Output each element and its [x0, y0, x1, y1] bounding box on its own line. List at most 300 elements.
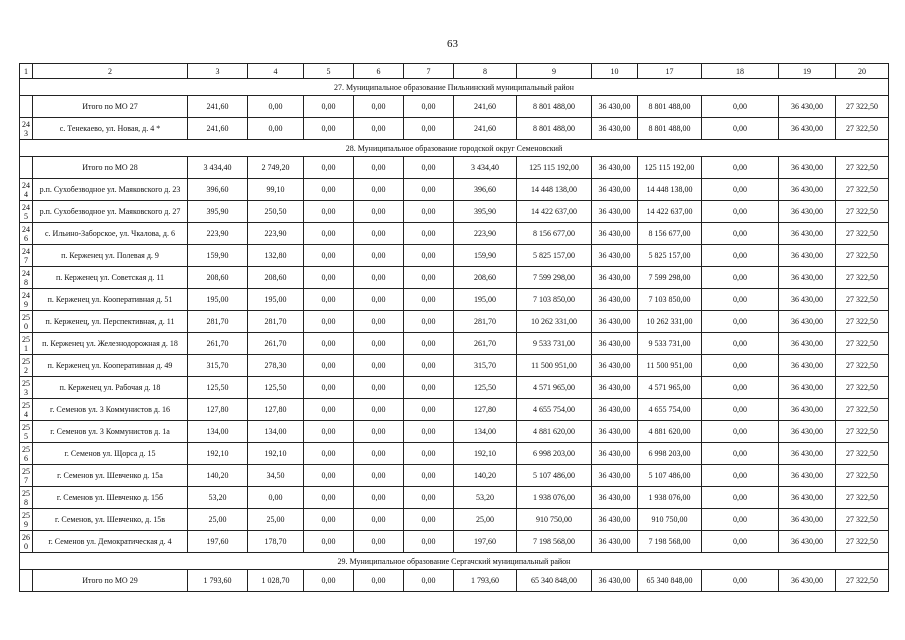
value-cell: 0,00 [404, 509, 454, 531]
value-cell: 36 430,00 [592, 96, 638, 118]
value-cell: 36 430,00 [592, 289, 638, 311]
column-number: 5 [304, 64, 354, 79]
row-index: 253 [20, 377, 33, 399]
value-cell: 27 322,50 [836, 465, 889, 487]
address-cell: Итого по МО 27 [33, 96, 188, 118]
value-cell: 395,90 [454, 201, 517, 223]
column-number: 17 [638, 64, 702, 79]
table-row [20, 289, 889, 311]
value-cell: 127,80 [248, 399, 304, 421]
value-cell: 36 430,00 [779, 245, 836, 267]
value-cell: 0,00 [702, 443, 779, 465]
value-cell: 36 430,00 [592, 531, 638, 553]
value-cell: 5 107 486,00 [638, 465, 702, 487]
value-cell: 4 881 620,00 [638, 421, 702, 443]
row-index: 248 [20, 267, 33, 289]
value-cell: 0,00 [304, 465, 354, 487]
column-number: 19 [779, 64, 836, 79]
value-cell: 0,00 [304, 509, 354, 531]
value-cell: 27 322,50 [836, 289, 889, 311]
housing-program-table [19, 63, 889, 592]
value-cell: 36 430,00 [779, 179, 836, 201]
value-cell: 14 448 138,00 [638, 179, 702, 201]
value-cell: 241,60 [188, 96, 248, 118]
value-cell: 0,00 [404, 96, 454, 118]
row-index [20, 157, 33, 179]
value-cell: 0,00 [702, 179, 779, 201]
value-cell: 3 434,40 [188, 157, 248, 179]
value-cell: 0,00 [404, 333, 454, 355]
column-number: 20 [836, 64, 889, 79]
value-cell: 0,00 [404, 289, 454, 311]
section-header-row [20, 79, 889, 96]
address-cell: г. Семенов ул. Шевченко д. 15б [33, 487, 188, 509]
value-cell: 192,10 [454, 443, 517, 465]
value-cell: 0,00 [702, 223, 779, 245]
table-row [20, 223, 889, 245]
value-cell: 36 430,00 [779, 289, 836, 311]
value-cell: 0,00 [354, 377, 404, 399]
value-cell: 27 322,50 [836, 487, 889, 509]
value-cell: 0,00 [702, 311, 779, 333]
value-cell: 0,00 [354, 179, 404, 201]
total-row [20, 157, 889, 179]
value-cell: 36 430,00 [592, 377, 638, 399]
value-cell: 7 599 298,00 [517, 267, 592, 289]
column-number: 1 [20, 64, 33, 79]
page-number: 63 [447, 38, 458, 50]
table-row [20, 531, 889, 553]
value-cell: 0,00 [702, 509, 779, 531]
value-cell: 241,60 [188, 118, 248, 140]
value-cell: 0,00 [404, 570, 454, 592]
value-cell: 4 571 965,00 [638, 377, 702, 399]
value-cell: 125 115 192,00 [638, 157, 702, 179]
value-cell: 0,00 [404, 179, 454, 201]
table-row [20, 421, 889, 443]
address-cell: с. Тенекаево, ул. Новая, д. 4 * [33, 118, 188, 140]
section-header-row [20, 553, 889, 570]
column-number: 6 [354, 64, 404, 79]
value-cell: 223,90 [248, 223, 304, 245]
value-cell: 0,00 [354, 289, 404, 311]
value-cell: 27 322,50 [836, 179, 889, 201]
value-cell: 8 801 488,00 [517, 118, 592, 140]
value-cell: 10 262 331,00 [638, 311, 702, 333]
value-cell: 315,70 [188, 355, 248, 377]
value-cell: 197,60 [188, 531, 248, 553]
value-cell: 0,00 [304, 399, 354, 421]
value-cell: 25,00 [188, 509, 248, 531]
section-title: 28. Муниципальное образование городской округ Семеновский [20, 140, 889, 157]
table-body [20, 64, 889, 592]
table-row [20, 245, 889, 267]
value-cell: 0,00 [304, 531, 354, 553]
value-cell: 8 801 488,00 [638, 96, 702, 118]
value-cell: 0,00 [702, 289, 779, 311]
value-cell: 125,50 [454, 377, 517, 399]
address-cell: п. Керженец ул. Советская д. 11 [33, 267, 188, 289]
value-cell: 36 430,00 [779, 355, 836, 377]
value-cell: 0,00 [354, 118, 404, 140]
value-cell: 395,90 [188, 201, 248, 223]
column-number: 9 [517, 64, 592, 79]
value-cell: 5 825 157,00 [638, 245, 702, 267]
value-cell: 36 430,00 [779, 443, 836, 465]
value-cell: 8 801 488,00 [517, 96, 592, 118]
table-row [20, 201, 889, 223]
address-cell: Итого по МО 29 [33, 570, 188, 592]
value-cell: 0,00 [702, 487, 779, 509]
value-cell: 1 028,70 [248, 570, 304, 592]
value-cell: 27 322,50 [836, 245, 889, 267]
row-index: 247 [20, 245, 33, 267]
value-cell: 4 881 620,00 [517, 421, 592, 443]
address-cell: п. Керженец ул. Полевая д. 9 [33, 245, 188, 267]
value-cell: 0,00 [404, 421, 454, 443]
value-cell: 9 533 731,00 [517, 333, 592, 355]
address-cell: п. Керженец, ул. Перспективная, д. 11 [33, 311, 188, 333]
value-cell: 7 103 850,00 [517, 289, 592, 311]
row-index: 260 [20, 531, 33, 553]
table-row [20, 355, 889, 377]
value-cell: 27 322,50 [836, 267, 889, 289]
value-cell: 99,10 [248, 179, 304, 201]
value-cell: 1 793,60 [454, 570, 517, 592]
value-cell: 36 430,00 [779, 267, 836, 289]
value-cell: 36 430,00 [779, 570, 836, 592]
value-cell: 36 430,00 [592, 223, 638, 245]
value-cell: 27 322,50 [836, 333, 889, 355]
value-cell: 0,00 [404, 355, 454, 377]
value-cell: 127,80 [454, 399, 517, 421]
table-row [20, 443, 889, 465]
value-cell: 36 430,00 [779, 157, 836, 179]
value-cell: 36 430,00 [592, 179, 638, 201]
value-cell: 27 322,50 [836, 531, 889, 553]
value-cell: 0,00 [354, 311, 404, 333]
value-cell: 250,50 [248, 201, 304, 223]
value-cell: 0,00 [702, 465, 779, 487]
value-cell: 5 107 486,00 [517, 465, 592, 487]
value-cell: 125,50 [248, 377, 304, 399]
value-cell: 0,00 [304, 443, 354, 465]
value-cell: 125,50 [188, 377, 248, 399]
value-cell: 0,00 [304, 118, 354, 140]
value-cell: 27 322,50 [836, 421, 889, 443]
address-cell: п. Керженец ул. Кооперативная д. 49 [33, 355, 188, 377]
value-cell: 195,00 [188, 289, 248, 311]
value-cell: 140,20 [454, 465, 517, 487]
value-cell: 0,00 [404, 157, 454, 179]
value-cell: 8 156 677,00 [638, 223, 702, 245]
value-cell: 134,00 [248, 421, 304, 443]
value-cell: 36 430,00 [592, 509, 638, 531]
value-cell: 0,00 [354, 201, 404, 223]
value-cell: 1 938 076,00 [638, 487, 702, 509]
column-number: 18 [702, 64, 779, 79]
value-cell: 0,00 [354, 333, 404, 355]
value-cell: 0,00 [404, 443, 454, 465]
value-cell: 0,00 [702, 399, 779, 421]
value-cell: 11 500 951,00 [517, 355, 592, 377]
value-cell: 0,00 [354, 355, 404, 377]
value-cell: 7 198 568,00 [517, 531, 592, 553]
value-cell: 3 434,40 [454, 157, 517, 179]
table-row [20, 179, 889, 201]
value-cell: 0,00 [304, 289, 354, 311]
value-cell: 0,00 [702, 267, 779, 289]
value-cell: 0,00 [404, 311, 454, 333]
row-index: 246 [20, 223, 33, 245]
table-row [20, 509, 889, 531]
value-cell: 6 998 203,00 [638, 443, 702, 465]
value-cell: 36 430,00 [779, 487, 836, 509]
value-cell: 36 430,00 [779, 201, 836, 223]
address-cell: р.п. Сухобезводное ул. Маяковского д. 23 [33, 179, 188, 201]
value-cell: 25,00 [454, 509, 517, 531]
value-cell: 8 801 488,00 [638, 118, 702, 140]
row-index: 244 [20, 179, 33, 201]
row-index: 258 [20, 487, 33, 509]
value-cell: 7 599 298,00 [638, 267, 702, 289]
value-cell: 4 655 754,00 [638, 399, 702, 421]
value-cell: 0,00 [404, 465, 454, 487]
address-cell: с. Ильино-Заборское, ул. Чкалова, д. 6 [33, 223, 188, 245]
value-cell: 0,00 [354, 399, 404, 421]
value-cell: 0,00 [304, 179, 354, 201]
value-cell: 36 430,00 [779, 333, 836, 355]
value-cell: 0,00 [404, 487, 454, 509]
value-cell: 0,00 [354, 531, 404, 553]
value-cell: 27 322,50 [836, 355, 889, 377]
column-number: 3 [188, 64, 248, 79]
value-cell: 36 430,00 [779, 377, 836, 399]
value-cell: 0,00 [304, 421, 354, 443]
value-cell: 36 430,00 [592, 487, 638, 509]
value-cell: 0,00 [304, 333, 354, 355]
value-cell: 0,00 [702, 333, 779, 355]
value-cell: 0,00 [248, 487, 304, 509]
address-cell: г. Семенов ул. Демократическая д. 4 [33, 531, 188, 553]
value-cell: 2 749,20 [248, 157, 304, 179]
value-cell: 36 430,00 [592, 245, 638, 267]
value-cell: 0,00 [702, 355, 779, 377]
column-number: 8 [454, 64, 517, 79]
value-cell: 132,80 [248, 245, 304, 267]
value-cell: 0,00 [702, 570, 779, 592]
section-header-row [20, 140, 889, 157]
value-cell: 0,00 [354, 96, 404, 118]
value-cell: 0,00 [404, 531, 454, 553]
value-cell: 195,00 [454, 289, 517, 311]
value-cell: 281,70 [188, 311, 248, 333]
value-cell: 197,60 [454, 531, 517, 553]
address-cell: п. Керженец ул. Рабочая д. 18 [33, 377, 188, 399]
value-cell: 0,00 [702, 118, 779, 140]
address-cell: г. Семенов, ул. Шевченко, д. 15в [33, 509, 188, 531]
table-row [20, 377, 889, 399]
value-cell: 140,20 [188, 465, 248, 487]
value-cell: 27 322,50 [836, 399, 889, 421]
value-cell: 36 430,00 [779, 96, 836, 118]
value-cell: 0,00 [404, 245, 454, 267]
value-cell: 159,90 [188, 245, 248, 267]
value-cell: 0,00 [354, 465, 404, 487]
value-cell: 178,70 [248, 531, 304, 553]
value-cell: 0,00 [404, 267, 454, 289]
value-cell: 27 322,50 [836, 509, 889, 531]
value-cell: 0,00 [354, 245, 404, 267]
value-cell: 36 430,00 [779, 399, 836, 421]
value-cell: 195,00 [248, 289, 304, 311]
value-cell: 125 115 192,00 [517, 157, 592, 179]
value-cell: 241,60 [454, 118, 517, 140]
value-cell: 36 430,00 [592, 570, 638, 592]
total-row [20, 96, 889, 118]
value-cell: 9 533 731,00 [638, 333, 702, 355]
value-cell: 0,00 [404, 201, 454, 223]
value-cell: 281,70 [248, 311, 304, 333]
row-index: 252 [20, 355, 33, 377]
row-index [20, 96, 33, 118]
value-cell: 134,00 [454, 421, 517, 443]
value-cell: 27 322,50 [836, 96, 889, 118]
value-cell: 36 430,00 [779, 118, 836, 140]
value-cell: 910 750,00 [638, 509, 702, 531]
value-cell: 0,00 [304, 311, 354, 333]
row-index: 249 [20, 289, 33, 311]
value-cell: 208,60 [454, 267, 517, 289]
value-cell: 261,70 [248, 333, 304, 355]
value-cell: 223,90 [454, 223, 517, 245]
value-cell: 0,00 [702, 201, 779, 223]
value-cell: 36 430,00 [779, 421, 836, 443]
value-cell: 6 998 203,00 [517, 443, 592, 465]
value-cell: 910 750,00 [517, 509, 592, 531]
value-cell: 27 322,50 [836, 311, 889, 333]
value-cell: 396,60 [188, 179, 248, 201]
value-cell: 65 340 848,00 [517, 570, 592, 592]
value-cell: 0,00 [304, 355, 354, 377]
value-cell: 36 430,00 [779, 531, 836, 553]
value-cell: 241,60 [454, 96, 517, 118]
column-number: 2 [33, 64, 188, 79]
value-cell: 134,00 [188, 421, 248, 443]
value-cell: 0,00 [304, 96, 354, 118]
row-index: 243 [20, 118, 33, 140]
row-index: 245 [20, 201, 33, 223]
value-cell: 27 322,50 [836, 118, 889, 140]
column-number: 7 [404, 64, 454, 79]
value-cell: 27 322,50 [836, 570, 889, 592]
address-cell: Итого по МО 28 [33, 157, 188, 179]
value-cell: 10 262 331,00 [517, 311, 592, 333]
value-cell: 0,00 [304, 157, 354, 179]
value-cell: 281,70 [454, 311, 517, 333]
address-cell: п. Керженец ул. Железнодорожная д. 18 [33, 333, 188, 355]
value-cell: 27 322,50 [836, 223, 889, 245]
value-cell: 0,00 [702, 377, 779, 399]
value-cell: 0,00 [404, 399, 454, 421]
value-cell: 0,00 [354, 157, 404, 179]
value-cell: 208,60 [188, 267, 248, 289]
value-cell: 36 430,00 [592, 118, 638, 140]
value-cell: 36 430,00 [779, 465, 836, 487]
value-cell: 0,00 [248, 96, 304, 118]
value-cell: 36 430,00 [592, 355, 638, 377]
address-cell: г. Семенов ул. Шевченко д. 15а [33, 465, 188, 487]
value-cell: 159,90 [454, 245, 517, 267]
value-cell: 4 655 754,00 [517, 399, 592, 421]
row-index: 254 [20, 399, 33, 421]
value-cell: 0,00 [304, 377, 354, 399]
value-cell: 27 322,50 [836, 377, 889, 399]
value-cell: 8 156 677,00 [517, 223, 592, 245]
value-cell: 0,00 [304, 201, 354, 223]
value-cell: 127,80 [188, 399, 248, 421]
value-cell: 0,00 [354, 421, 404, 443]
address-cell: г. Семенов ул. Щорса д. 15 [33, 443, 188, 465]
value-cell: 0,00 [354, 487, 404, 509]
row-index [20, 570, 33, 592]
table-row [20, 118, 889, 140]
value-cell: 53,20 [454, 487, 517, 509]
value-cell: 315,70 [454, 355, 517, 377]
value-cell: 0,00 [304, 487, 354, 509]
value-cell: 14 422 637,00 [638, 201, 702, 223]
row-index: 256 [20, 443, 33, 465]
value-cell: 36 430,00 [592, 465, 638, 487]
value-cell: 0,00 [702, 157, 779, 179]
address-cell: п. Керженец ул. Кооперативная д. 51 [33, 289, 188, 311]
value-cell: 36 430,00 [592, 311, 638, 333]
value-cell: 192,10 [188, 443, 248, 465]
value-cell: 0,00 [354, 443, 404, 465]
value-cell: 36 430,00 [779, 311, 836, 333]
table-row [20, 333, 889, 355]
value-cell: 0,00 [702, 96, 779, 118]
value-cell: 0,00 [702, 531, 779, 553]
value-cell: 192,10 [248, 443, 304, 465]
value-cell: 0,00 [702, 421, 779, 443]
value-cell: 36 430,00 [592, 421, 638, 443]
address-cell: г. Семенов ул. 3 Коммунистов д. 16 [33, 399, 188, 421]
value-cell: 34,50 [248, 465, 304, 487]
section-title: 29. Муниципальное образование Сергачский муниципальный район [20, 553, 889, 570]
value-cell: 36 430,00 [592, 399, 638, 421]
table-row [20, 465, 889, 487]
value-cell: 208,60 [248, 267, 304, 289]
value-cell: 36 430,00 [592, 443, 638, 465]
value-cell: 36 430,00 [592, 201, 638, 223]
value-cell: 0,00 [404, 377, 454, 399]
value-cell: 0,00 [304, 245, 354, 267]
section-title: 27. Муниципальное образование Пильнинский муниципальный район [20, 79, 889, 96]
value-cell: 36 430,00 [592, 157, 638, 179]
row-index: 257 [20, 465, 33, 487]
value-cell: 36 430,00 [592, 333, 638, 355]
value-cell: 0,00 [404, 118, 454, 140]
value-cell: 1 938 076,00 [517, 487, 592, 509]
value-cell: 14 448 138,00 [517, 179, 592, 201]
value-cell: 36 430,00 [779, 223, 836, 245]
value-cell: 223,90 [188, 223, 248, 245]
column-number-row [20, 64, 889, 79]
table-row [20, 267, 889, 289]
address-cell: г. Семенов ул. 3 Коммунистов д. 1а [33, 421, 188, 443]
value-cell: 0,00 [354, 223, 404, 245]
